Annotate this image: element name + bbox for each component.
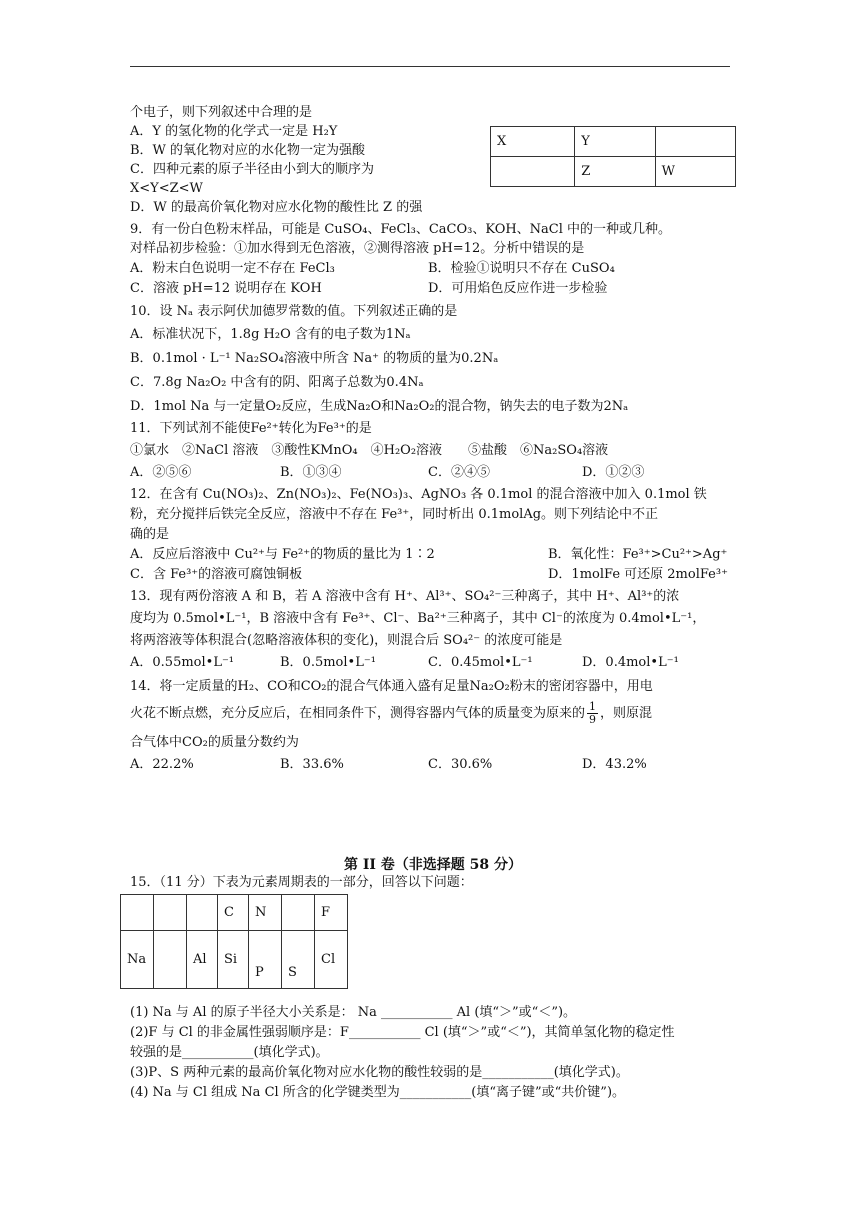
q14-option-c: C．30.6% [428,757,493,772]
fraction-denominator: 9 [589,713,597,726]
pt-cell [282,895,315,931]
pt-cell: Al [187,931,218,989]
q12-option-c: C．含 Fe³⁺的溶液可腐蚀铜板 [130,567,303,582]
pt-cell: S [282,931,315,989]
q8-option-d: D．W 的最高价氧化物对应水化物的酸性比 Z 的强 [130,200,423,215]
header-rule [130,66,730,67]
q11-items: ①氯水 ②NaCl 溶液 ③酸性KMnO₄ ④H₂O₂溶液 ⑤盐酸 ⑥Na₂SO₄溶液 [130,443,609,458]
q9-option-d: D．可用焰色反应作进一步检验 [428,281,608,296]
q9-option-c: C．溶液 pH=12 说明存在 KOH [130,281,322,296]
q10-option-c: C．7.8g Na₂O₂ 中含有的阴、阳离子总数为0.4Nₐ [130,375,424,390]
q15-part-1: (1) Na 与 Al 的原子半径大小关系是： Na ___________ Al (填“＞”或“＜”)。 [130,1005,577,1020]
q14-option-d: D．43.2% [582,757,647,772]
q14-stem: 14．将一定质量的H₂、CO和CO₂的混合气体通入盛有足量Na₂O₂粉末的密闭容器中，用电 [130,679,653,694]
q8-cell: Z [575,157,655,187]
q8-cell [655,127,735,157]
pt-cell: Na [121,931,154,989]
pt-cell: Si [218,931,249,989]
q12-option-a: A．反应后溶液中 Cu²⁺与 Fe²⁺的物质的量比为 1∶2 [130,547,435,562]
q10-option-b: B．0.1mol · L⁻¹ Na₂SO₄溶液中所含 Na⁺ 的物质的量为0.2Nₐ [130,351,499,366]
q12-stem: 12．在含有 Cu(NO₃)₂、Zn(NO₃)₂、Fe(NO₃)₃、AgNO₃ 各 0.1mol 的混合溶液中加入 0.1mol 铁 [130,487,707,502]
q10-option-d: D．1mol Na 与一定量O₂反应，生成Na₂O和Na₂O₂的混合物，钠失去的电子数为2Nₐ [130,399,629,414]
fraction-numerator: 1 [589,700,597,713]
q14-text-end: ，则原混 [600,706,653,721]
q14-option-b: B．33.6% [280,757,344,772]
q13-option-a: A．0.55mol•L⁻¹ [130,655,235,670]
q15-part-4: (4) Na 与 Cl 组成 Na Cl 所含的化学键类型为___________(填“离子键”或“共价键”)。 [130,1085,626,1100]
pt-cell [154,931,187,989]
q11-option-d: D．①②③ [582,465,645,480]
pt-cell: C [218,895,249,931]
q15-stem: 15．（11 分）下表为元素周期表的一部分，回答以下问题： [130,875,473,890]
q12-option-d: D．1molFe 可还原 2molFe³⁺ [548,567,728,582]
pt-cell: F [315,895,348,931]
q13-stem: 13．现有两份溶液 A 和 B，若 A 溶液中含有 H⁺、Al³⁺、SO₄²⁻三种离子，其中 H⁺、Al³⁺的浓 [130,589,680,604]
q9-stem: 9．有一份白色粉末样品，可能是 CuSO₄、FeCl₃、CaCO₃、KOH、NaCl 中的一种或几种。 [130,222,672,237]
q12-stem-cont2: 确的是 [130,527,170,542]
q12-option-b: B．氧化性：Fe³⁺>Cu²⁺>Ag⁺ [548,547,728,562]
pt-cell [154,895,187,931]
q8-option-a: A．Y 的氢化物的化学式一定是 H₂Y [130,124,338,139]
q11-option-b: B．①③④ [280,465,342,480]
q8-option-c: C．四种元素的原子半径由小到大的顺序为 [130,162,374,177]
q8-cell: W [655,157,735,187]
pt-cell [187,895,218,931]
q11-stem: 11．下列试剂不能使Fe²⁺转化为Fe³⁺的是 [130,421,372,436]
q9-option-b: B．检验①说明只不存在 CuSO₄ [428,261,615,276]
periodic-table [120,894,348,989]
q10-stem: 10．设 Nₐ 表示阿伏加德罗常数的值。下列叙述正确的是 [130,304,458,319]
q8-option-b: B．W 的氧化物对应的水化物一定为强酸 [130,143,366,158]
q8-element-table [490,126,736,187]
q12-stem-cont: 粉，充分搅拌后铁完全反应，溶液中不存在 Fe³⁺，同时析出 0.1molAg。则下列结论中不正 [130,507,659,522]
q8-stem: 个电子，则下列叙述中合理的是 [130,105,313,120]
q14-stem-cont2: 合气体中CO₂的质量分数约为 [130,735,299,750]
q8-cell: Y [575,127,655,157]
pt-cell: N [249,895,282,931]
q9-stem-cont: 对样品初步检验：①加水得到无色溶液，②测得溶液 pH=12。分析中错误的是 [130,241,585,256]
q13-option-d: D．0.4mol•L⁻¹ [582,655,679,670]
q14-stem-cont [130,700,652,728]
q14-fraction [587,701,598,726]
q13-option-c: C．0.45mol•L⁻¹ [428,655,533,670]
q8-cell [491,157,575,187]
q11-option-c: C．②④⑤ [428,465,490,480]
pt-cell [121,895,154,931]
q13-option-b: B．0.5mol•L⁻¹ [280,655,376,670]
q11-option-a: A．②⑤⑥ [130,465,192,480]
q14-text: 火花不断点燃，充分反应后，在相同条件下，测得容器内气体的质量变为原来的 [130,706,586,721]
q15-part-2-cont: 较强的是___________(填化学式)。 [130,1045,329,1060]
pt-cell: P [249,931,282,989]
q13-stem-cont: 度均为 0.5mol•L⁻¹，B 溶液中含有 Fe³⁺、Cl⁻、Ba²⁺三种离子，其中 Cl⁻的浓度为 0.4mol•L⁻¹， [130,611,706,626]
q8-cell: X [491,127,575,157]
q10-option-a: A．标准状况下，1.8g H₂O 含有的电子数为1Nₐ [130,327,411,342]
q9-option-a: A．粉末白色说明一定不存在 FeCl₃ [130,261,335,276]
q15-part-3: (3)P、S 两种元素的最高价氧化物对应水化物的酸性较弱的是___________(填化学式)。 [130,1065,629,1080]
pt-cell: Cl [315,931,348,989]
q8-option-c-cont: X<Y<Z<W [130,181,203,196]
q14-option-a: A．22.2% [130,757,194,772]
q15-part-2: (2)F 与 Cl 的非金属性强弱顺序是：F___________ Cl (填“＞”或“＜”)，其简单氢化物的稳定性 [130,1025,675,1040]
q13-stem-cont2: 将两溶液等体积混合(忽略溶液体积的变化)，则混合后 SO₄²⁻ 的浓度可能是 [130,633,563,648]
section-title: 第 II 卷（非选择题 58 分） [343,857,523,873]
